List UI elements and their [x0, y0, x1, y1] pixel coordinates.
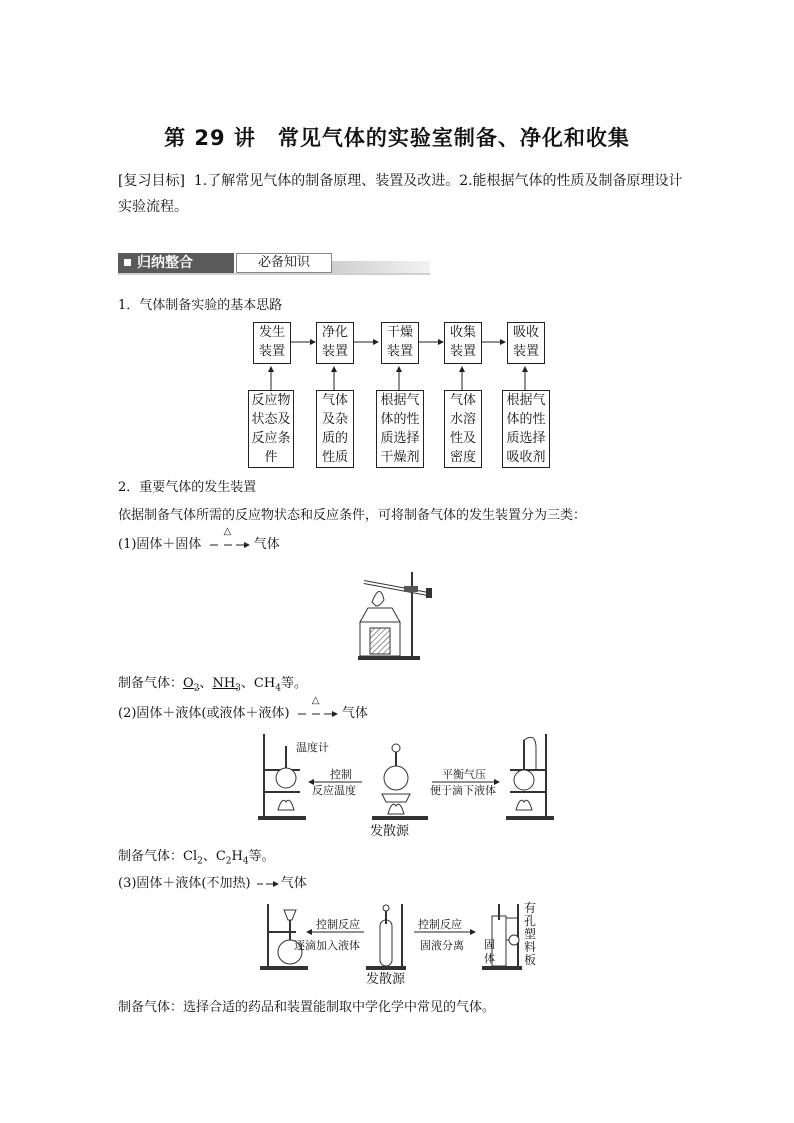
solid-label: 固 体: [484, 938, 495, 965]
type3-right-arrow-top: 控制反应: [418, 918, 462, 931]
box-collection: 收集 装置: [444, 322, 482, 364]
type2-gases: 制备气体：$Cl_2$、$C_2H_4$等。: [118, 849, 275, 867]
type1-line: [118, 525, 418, 552]
type2-center-caption: 发散源: [370, 824, 410, 839]
box-solubility: 气体 水溶 性及 密度: [444, 390, 482, 468]
type3-gas-note: 制备气体：选择合适的药品和装置能制取中学化学中常见的气体。: [118, 1000, 496, 1015]
type3-left-arrow-top: 控制反应: [316, 918, 360, 931]
box-absorbent: 根据气 体的性 质选择 吸收剂: [502, 390, 550, 468]
type2-label: (2)固体＋液体(或液体＋液体): [118, 706, 290, 721]
perforated-board-label: 有 孔 塑 料 板: [524, 901, 537, 967]
type1-product: 气体: [253, 537, 280, 552]
type2-right-arrow-bottom: 便于滴下液体: [430, 784, 496, 797]
type2-left-arrow-top: 控制: [330, 768, 352, 781]
type3-left-arrow-bottom: 逐滴加入液体: [294, 939, 360, 952]
box-reactant-state: 反应物 状态及 反应条 件: [248, 390, 294, 468]
section2-heading: 2．重要气体的发生装置: [118, 480, 257, 495]
thermometer-label: 温度计: [296, 741, 329, 754]
banner-main: [118, 253, 234, 273]
type3-label: (3)固体＋液体(不加热): [118, 876, 251, 891]
box-purification: 净化 装置: [316, 322, 354, 364]
dash-arrow: [255, 878, 281, 890]
type3-center-caption: 发散源: [366, 972, 406, 987]
type1-label: (1)固体＋固体: [118, 537, 202, 552]
heat-symbol: △: [223, 525, 232, 537]
box-gas-impurity: 气体 及杂 质的 性质: [316, 390, 354, 468]
box-drying-agent: 根据气 体的性 质选择 干燥剂: [376, 390, 424, 468]
type3-line: [118, 872, 307, 891]
box-absorption: 吸收 装置: [507, 322, 545, 364]
review-label: [复习目标]: [118, 173, 185, 189]
box-drying: 干燥 装置: [381, 322, 419, 364]
heat-arrow-2: [294, 694, 338, 721]
section2-intro: 依据制备气体所需的反应物状态和反应条件，可将制备气体的发生装置分为三类：: [118, 508, 587, 523]
flow-diagram: [245, 320, 555, 468]
type2-left-arrow-bottom: 反应温度: [312, 784, 356, 797]
type3-product: 气体: [280, 876, 307, 891]
square-icon: [124, 259, 131, 266]
banner-main-label: 归纳整合: [137, 255, 193, 271]
page-title: 第 29 讲 常见气体的实验室制备、净化和收集: [164, 126, 630, 150]
heat-symbol-2: △: [311, 694, 320, 706]
type1-gases: 制备气体：$O_2$、$NH_3$、$CH_4$等。: [118, 676, 307, 694]
apparatus-no-heating-group: [256, 900, 546, 972]
banner-sub: 必备知识: [236, 253, 332, 273]
section-banner: [118, 251, 430, 275]
apparatus-solid-heating: [350, 562, 440, 662]
type3-right-arrow-bottom: 固液分离: [420, 939, 464, 952]
type2-right-arrow-top: 平衡气压: [442, 768, 486, 781]
section1-heading: 1．气体制备实验的基本思路: [118, 298, 283, 313]
review-line-2: 实验流程。: [118, 199, 188, 215]
banner-underline: [118, 273, 430, 275]
review-line-1: 1.了解常见气体的制备原理、装置及改进。2.能根据气体的性质及制备原理设计: [193, 173, 683, 189]
box-generation: 发生 装置: [253, 322, 291, 364]
heat-arrow: [206, 525, 250, 552]
type2-line: [118, 694, 518, 721]
review-objectives: [118, 168, 688, 220]
type2-product: 气体: [341, 706, 368, 721]
